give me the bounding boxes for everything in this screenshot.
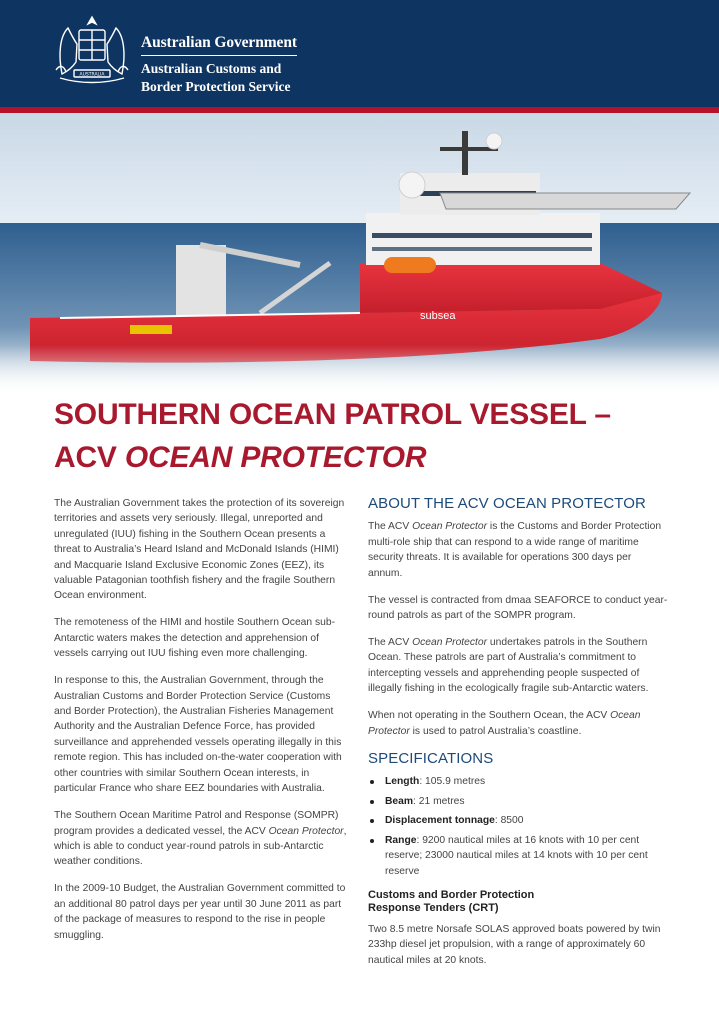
title-vessel-name: OCEAN PROTECTOR (124, 441, 427, 474)
spec-item-beam: Beam: 21 metres (368, 794, 668, 809)
page-title-line-1: SOUTHERN OCEAN PATROL VESSEL – (54, 398, 611, 431)
bullet-icon (370, 839, 374, 843)
crt-heading: Customs and Border Protection Response Tenders (CRT) (368, 888, 535, 915)
agency-name-line-1: Australian Customs and (141, 61, 282, 76)
budget-paragraph: In the 2009-10 Budget, the Australian Government committed to an additional 80 patrol days per year until 30 June 2011 as part of the package of measures to respond to the rise in people smuggling. (54, 883, 346, 941)
svg-text:AUSTRALIA: AUSTRALIA (79, 72, 105, 78)
bullet-icon (370, 819, 374, 823)
hull-logo-text: subsea (420, 310, 456, 322)
crt-paragraph: Two 8.5 metre Norsafe SOLAS approved boats powered by twin 233hp diesel jet propulsion, with a range of approximately 60 nautical miles at 20 knots. (368, 923, 661, 966)
left-column (54, 496, 350, 943)
about-paragraph-2: The vessel is contracted from dmaa SEAFORCE to conduct year-round patrols as part of the SOMPR program. (368, 594, 668, 622)
right-column (368, 496, 668, 968)
government-title: Australian Government (141, 34, 297, 51)
about-paragraph-1: The ACV Ocean Protector is the Customs and Border Protection multi-role ship that can respond to a wide range of maritime security threats. It is available for operations 300 days per annum. (368, 521, 662, 579)
about-paragraph-4: When not operating in the Southern Ocean, the ACV Ocean Protector is used to patrol Australia’s coastline. (368, 710, 641, 737)
sompr-paragraph: The Southern Ocean Maritime Patrol and Response (SOMPR) program provides a dedicated vessel, the ACV Ocean Protector, which is able to conduct year-round patrols in sub-Antarctic weather conditions. (54, 810, 347, 868)
spec-item-length: Length: 105.9 metres (368, 774, 668, 789)
specifications-list (368, 774, 668, 878)
bullet-icon (370, 800, 374, 804)
specifications-heading: SPECIFICATIONS (368, 750, 494, 768)
title-prefix: ACV (54, 441, 125, 474)
spec-item-displacement: Displacement tonnage: 8500 (368, 813, 668, 828)
page-title-line-2 (54, 441, 426, 475)
header-band (0, 0, 719, 107)
coat-of-arms-icon (50, 14, 134, 90)
bullet-icon (370, 780, 374, 784)
intro-paragraph: The Australian Government takes the protection of its sovereign territories and assets very seriously. Illegal, unreported and unregulated (IUU) fishing in the Southern Ocean presents a threat to Australia’s Heard Island and McDonald Islands (HIMI) and Macquarie Island Exclusive Economic Zones (EEZ), its valuable Patagonian toothfish fishery and the fragile Southern Ocean environment. (54, 498, 345, 602)
header-divider (141, 55, 297, 56)
agency-name-line-2: Border Protection Service (141, 79, 291, 94)
about-paragraph-3: The ACV Ocean Protector undertakes patrols in the Southern Ocean. These patrols are part of Australia’s commitment to intercepting vessels and apprehending people suspected of illegally fishing in the ecologically fragile sub-Antarctic waters. (368, 637, 649, 695)
response-paragraph: In response to this, the Australian Government, through the Australian Customs and Border Protection Service (Customs and Border Protection), the Australian Fisheries Management Authority and the Australian Defence Force, has provided surveillance and apprehended vessels operating illegally in this remote region. This has included on-the-water cooperation with other countries with similar Southern Ocean interests, in particular France who share EEZ boundaries with Australia. (54, 675, 342, 795)
about-heading: ABOUT THE ACV OCEAN PROTECTOR (368, 495, 646, 512)
ship-illustration (0, 113, 719, 395)
vessel-photo (0, 113, 719, 395)
remoteness-paragraph: The remoteness of the HIMI and hostile Southern Ocean sub-Antarctic waters makes the detection and apprehension of vessels carrying out IUU fishing even more challenging. (54, 617, 336, 660)
spec-item-range: Range: 9200 nautical miles at 16 knots with 10 per cent reserve; 23000 nautical miles at 14 knots with 10 per cent reserve (368, 833, 668, 879)
